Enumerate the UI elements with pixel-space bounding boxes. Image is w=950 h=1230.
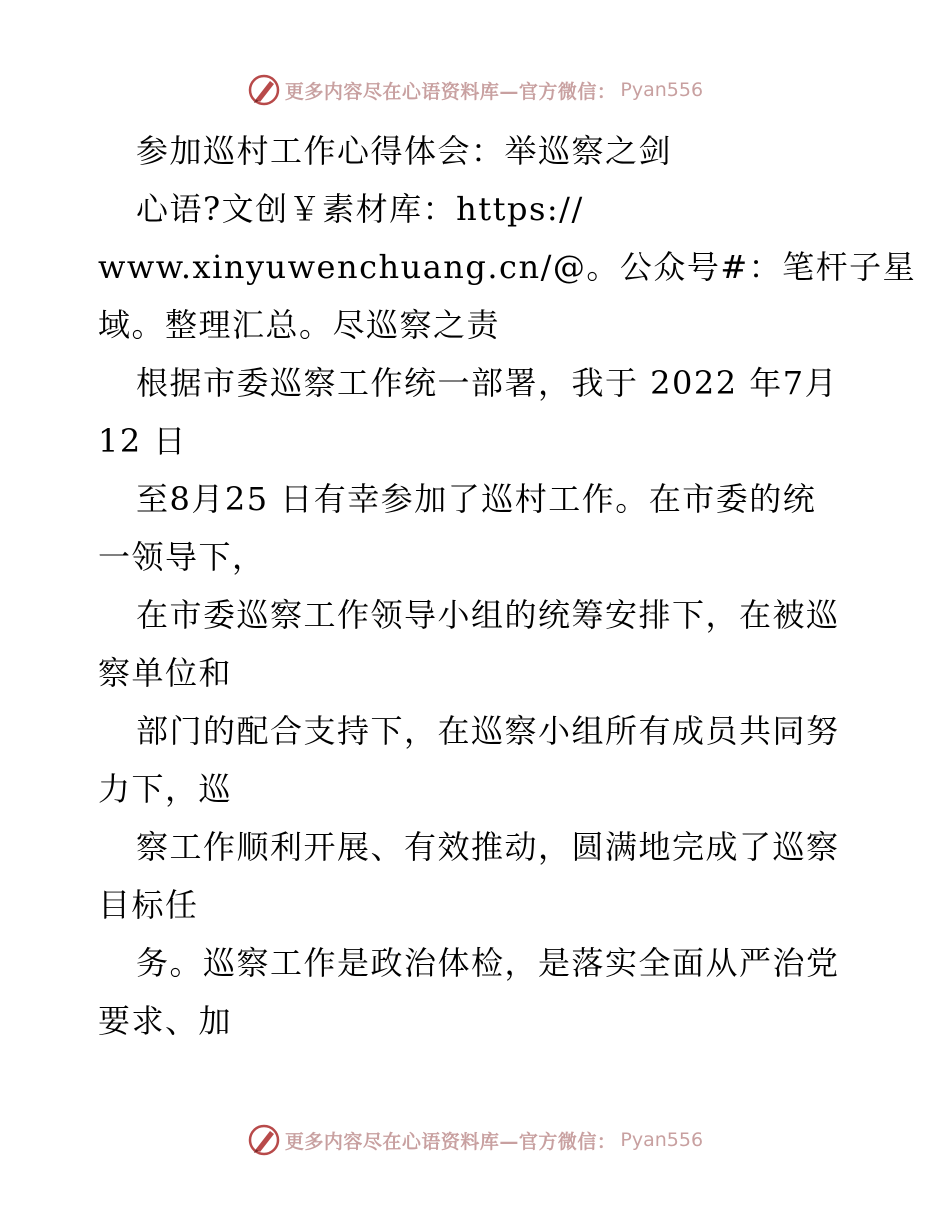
text-line: 要求、加 [98, 1002, 233, 1040]
text-line: 域。整理汇总。尽巡察之责 [98, 306, 501, 344]
text-line: 察工作顺利开展、有效推动，圆满地完成了巡察 [136, 828, 840, 866]
text-line: 务。巡察工作是政治体检，是落实全面从严治党 [136, 944, 840, 982]
banner-wechat-id: Pyan556 [620, 79, 704, 101]
banner-text: 更多内容尽在心语资料库—官方微信： [284, 1130, 617, 1153]
text-line: 目标任 [98, 886, 199, 924]
text-line: 至8月25 日有幸参加了巡村工作。在市委的统 [136, 480, 817, 518]
header-banner [0, 70, 950, 110]
text-line: 心语?文创￥素材库：https:// [136, 190, 584, 228]
title-line: 参加巡村工作心得体会：举巡察之剑 [136, 132, 673, 170]
banner-text: 更多内容尽在心语资料库—官方微信： [284, 80, 617, 103]
banner-wechat-id: Pyan556 [620, 1129, 704, 1151]
pen-logo-icon [247, 73, 281, 107]
document-body [98, 122, 917, 1050]
footer-banner [0, 1120, 950, 1160]
text-line: 力下，巡 [98, 770, 233, 808]
text-line: 根据市委巡察工作统一部署，我于 2022 年7月 [136, 364, 839, 402]
text-line: 察单位和 [98, 654, 233, 692]
pen-logo-icon [247, 1123, 281, 1157]
text-line: 部门的配合支持下，在巡察小组所有成员共同努 [136, 712, 840, 750]
text-line: 在市委巡察工作领导小组的统筹安排下，在被巡 [136, 596, 840, 634]
text-line: www.xinyuwenchuang.cn/@。公众号#：笔杆子星 [98, 248, 917, 286]
text-line: 12 日 [98, 422, 187, 460]
text-line: 一领导下， [98, 538, 266, 576]
